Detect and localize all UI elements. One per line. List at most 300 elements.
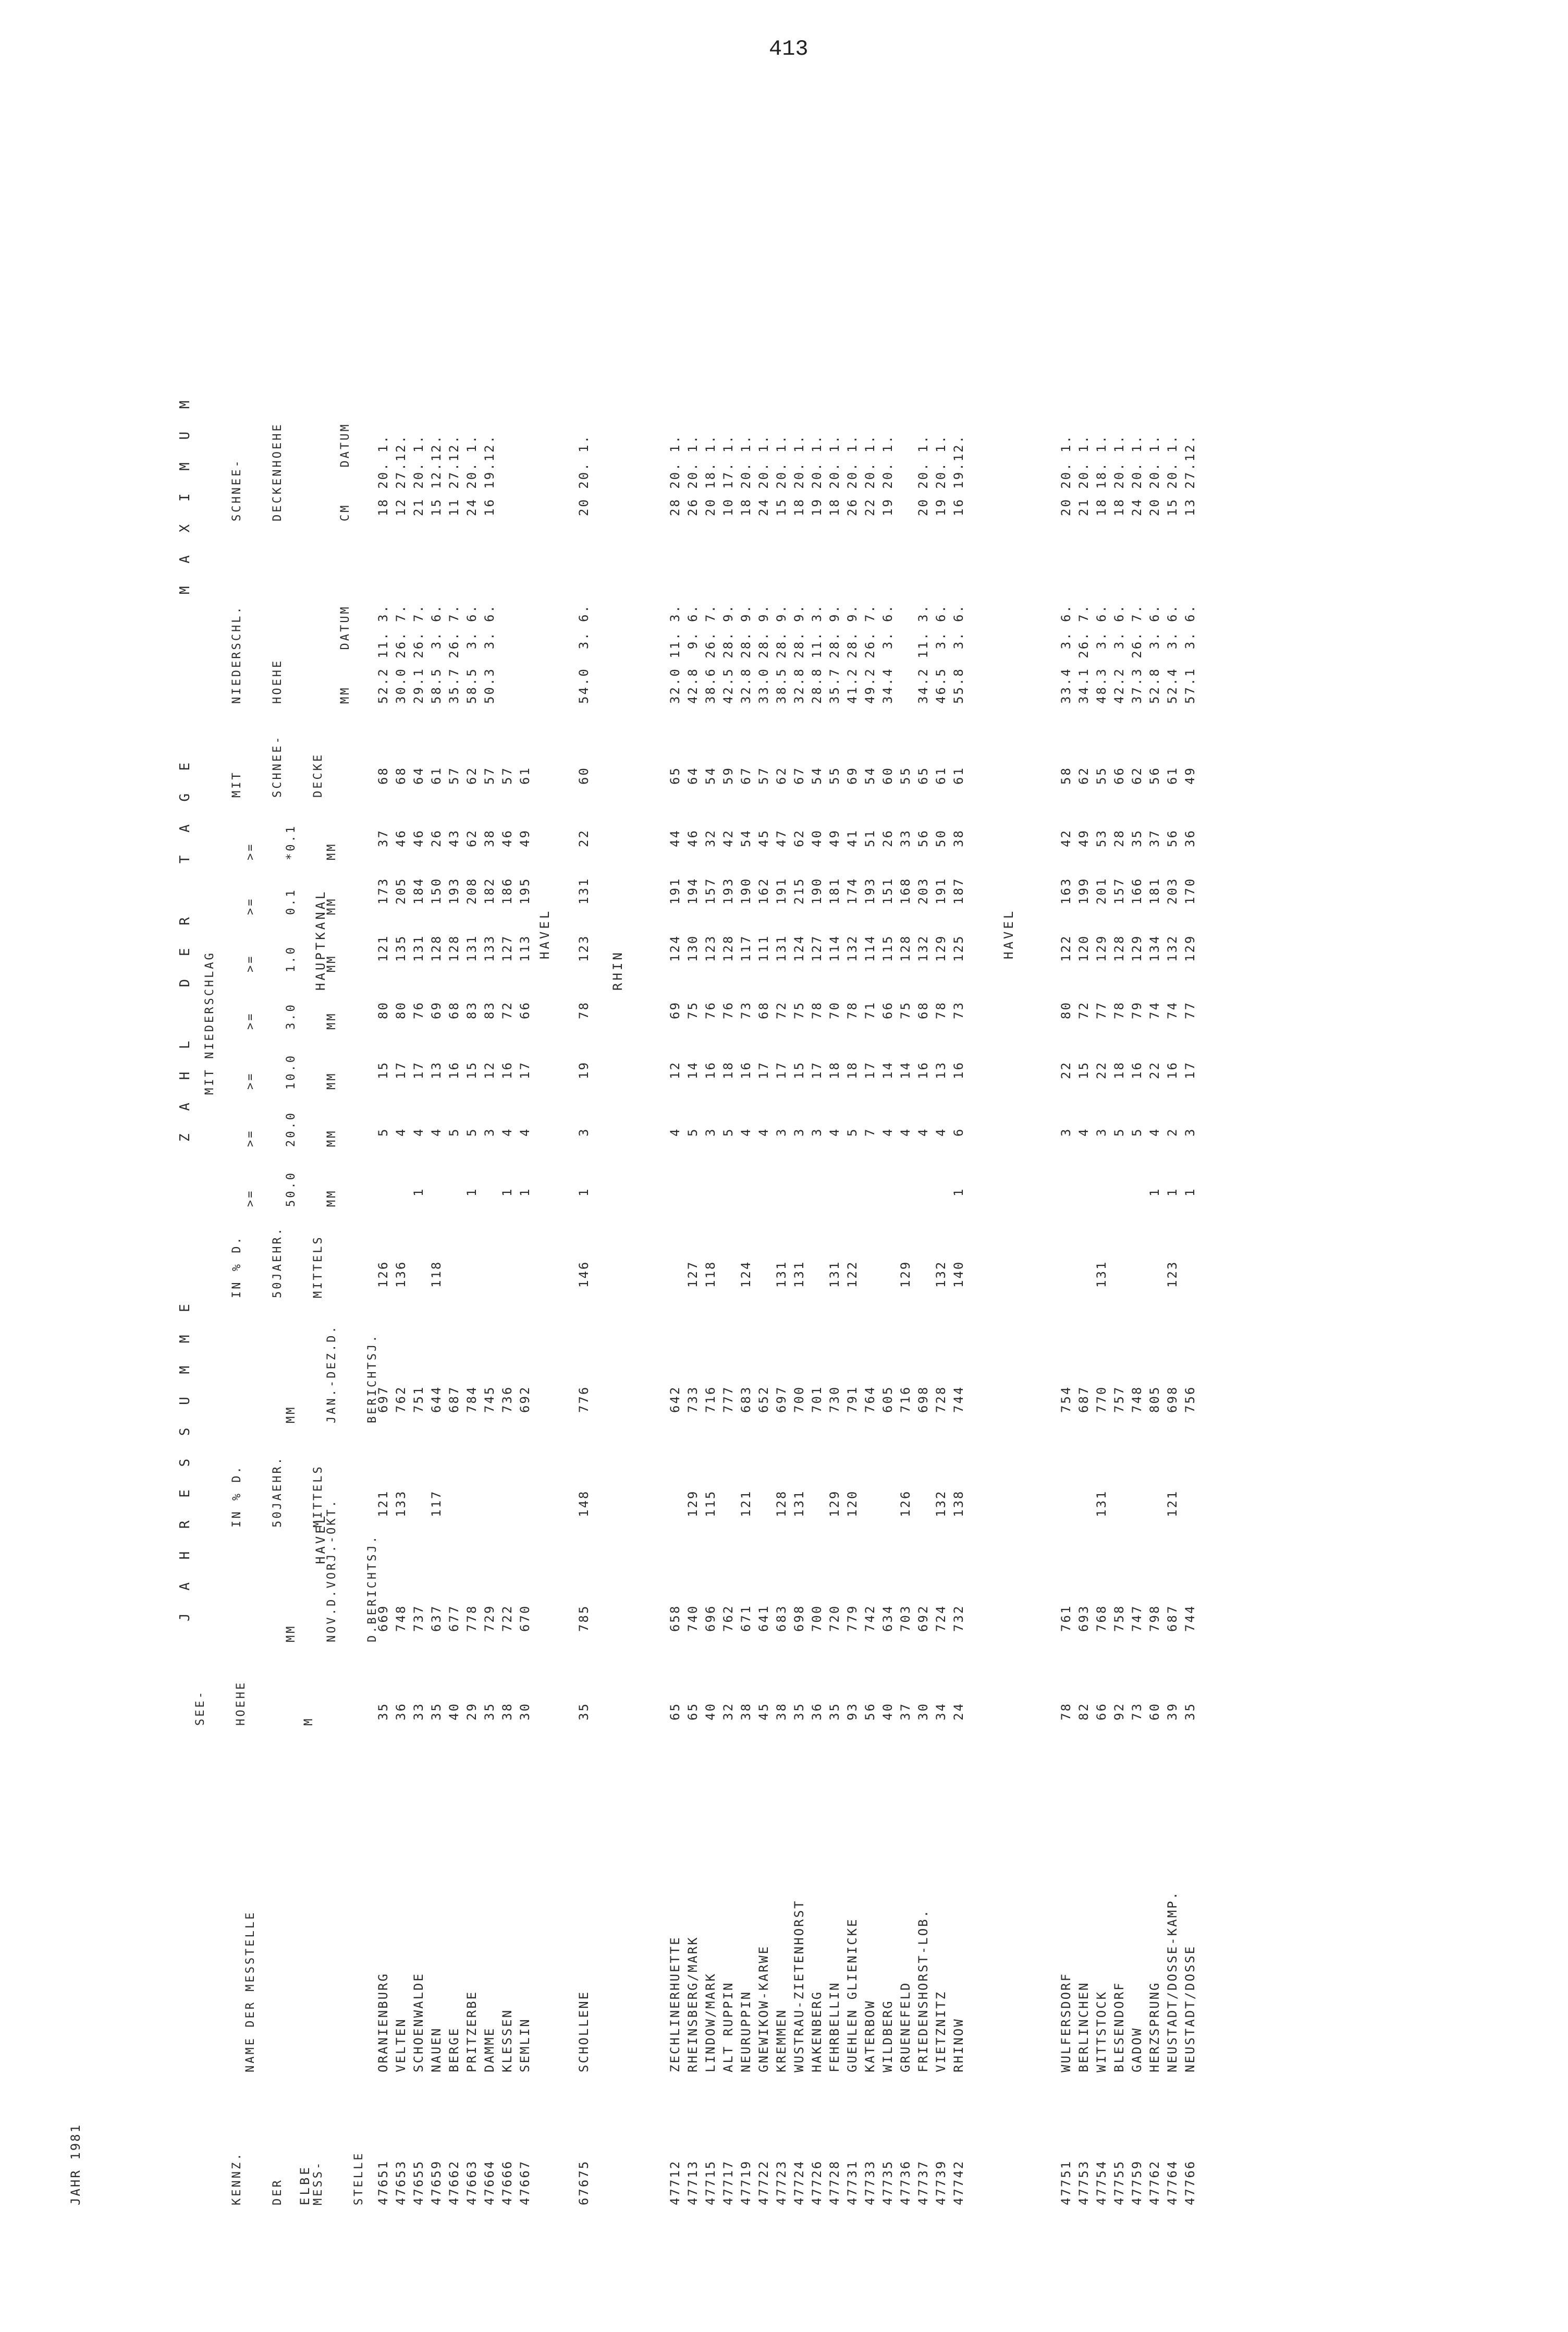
- cell-summe-vorjahr-pct: 126: [898, 1489, 913, 1517]
- cell-tage-01mm: 193: [863, 877, 877, 905]
- cell-see-hoehe: 35: [1183, 1702, 1197, 1720]
- cell-kennziffer: 47762: [1147, 2159, 1162, 2205]
- cell-tage-20mm: 5: [845, 1127, 860, 1137]
- cell-see-hoehe: 60: [1147, 1702, 1162, 1720]
- cell-tage-01mm: 194: [685, 877, 700, 905]
- cell-tage-3mm: 72: [1076, 1001, 1091, 1019]
- cell-tage-1mm: 132: [1165, 934, 1180, 962]
- cell-max-niederschlag: 29.1 26. 7.: [411, 604, 426, 704]
- cell-tage-1mm: 132: [916, 934, 930, 962]
- header-schneedeckenhoehe: [203, 422, 379, 521]
- cell-summe-berichtsjahr-mm: 644: [429, 1385, 444, 1413]
- cell-tage-20mm: 4: [880, 1127, 895, 1137]
- cell-tage-10mm: 18: [845, 1061, 860, 1079]
- header-line: 3.0: [285, 1003, 298, 1030]
- cell-max-schneedecke: 11 27.12.: [447, 434, 461, 516]
- cell-tage-3mm: 83: [464, 1001, 479, 1019]
- cell-tage-schneedecke: 61: [518, 766, 532, 785]
- cell-tage-20mm: 5: [685, 1127, 700, 1137]
- header-name: NAME DER MESSTELLE: [244, 1910, 257, 2072]
- cell-summe-berichtsjahr-mm: 652: [756, 1385, 771, 1413]
- cell-tage-10mm: 16: [703, 1061, 718, 1079]
- cell-tage-01mm: 184: [411, 877, 426, 905]
- cell-tage-01mm: 157: [703, 877, 718, 905]
- cell-tage-3mm: 66: [880, 1001, 895, 1019]
- cell-tage-star01mm: 43: [447, 829, 461, 847]
- cell-tage-star01mm: 37: [376, 829, 390, 847]
- cell-summe-berichtsjahr-mm: 784: [464, 1385, 479, 1413]
- cell-tage-01mm: 157: [1112, 877, 1126, 905]
- header-days-50: [217, 1171, 366, 1207]
- cell-tage-1mm: 128: [1112, 934, 1126, 962]
- cell-see-hoehe: 82: [1076, 1702, 1091, 1720]
- cell-tage-01mm: 193: [447, 877, 461, 905]
- header-line: MM: [325, 1011, 338, 1030]
- cell-tage-20mm: 4: [518, 1127, 532, 1137]
- cell-tage-20mm: 4: [394, 1127, 408, 1137]
- cell-tage-3mm: 69: [429, 1001, 444, 1019]
- cell-summe-berichtsjahr-mm: 697: [774, 1385, 789, 1413]
- cell-station-name: NAUEN: [429, 2026, 444, 2072]
- cell-tage-01mm: 187: [951, 877, 966, 905]
- cell-tage-schneedecke: 54: [810, 766, 824, 785]
- cell-tage-01mm: 208: [464, 877, 479, 905]
- cell-summe-vorjahr-mm: 720: [827, 1604, 842, 1632]
- cell-summe-berichtsjahr-mm: 805: [1147, 1385, 1162, 1413]
- cell-tage-star01mm: 32: [703, 829, 718, 847]
- header-line: >=: [244, 954, 257, 972]
- cell-see-hoehe: 35: [827, 1702, 842, 1720]
- cell-station-name: ZECHLINERHUETTE: [668, 1936, 682, 2072]
- cell-tage-1mm: 125: [951, 934, 966, 962]
- cell-summe-vorjahr-mm: 768: [1094, 1604, 1109, 1632]
- cell-max-schneedecke: 18 18. 1.: [1094, 434, 1109, 516]
- cell-max-schneedecke: 21 20. 1.: [411, 434, 426, 516]
- header-line: MIT: [230, 771, 243, 798]
- cell-summe-vorjahr-mm: 671: [739, 1604, 753, 1632]
- header-line: DECKE: [312, 752, 325, 798]
- cell-tage-01mm: 174: [845, 877, 860, 905]
- cell-tage-1mm: 114: [863, 934, 877, 962]
- cell-summe-vorjahr-pct: 115: [703, 1489, 718, 1517]
- cell-see-hoehe: 38: [739, 1702, 753, 1720]
- cell-tage-star01mm: 26: [429, 829, 444, 847]
- cell-tage-20mm: 5: [1112, 1127, 1126, 1137]
- cell-station-name: GADOW: [1130, 2026, 1144, 2072]
- section-label-havel: HAVEL: [1001, 908, 1016, 959]
- cell-tage-schneedecke: 61: [1165, 766, 1180, 785]
- cell-tage-star01mm: 51: [863, 829, 877, 847]
- header-line: 10.0: [285, 1054, 298, 1090]
- cell-tage-3mm: 70: [827, 1001, 842, 1019]
- cell-summe-vorjahr-mm: 737: [411, 1604, 426, 1632]
- cell-tage-star01mm: 45: [756, 829, 771, 847]
- header-line: IN % D.: [230, 1464, 243, 1528]
- cell-tage-50mm: 1: [411, 1187, 426, 1196]
- header-jahressumme: J A H R E S S U M M E: [177, 1297, 193, 1621]
- header-days-3: [217, 994, 366, 1030]
- cell-tage-01mm: 203: [916, 877, 930, 905]
- cell-tage-10mm: 17: [1183, 1061, 1197, 1079]
- cell-tage-50mm: 1: [951, 1187, 966, 1196]
- cell-kennziffer: 47713: [685, 2159, 700, 2205]
- cell-summe-berichtsjahr-mm: 762: [394, 1385, 408, 1413]
- cell-summe-berichtsjahr-mm: 757: [1112, 1385, 1126, 1413]
- cell-max-schneedecke: 18 20. 1.: [1112, 434, 1126, 516]
- table-row: [1076, 302, 1094, 2205]
- header-line: CM DATUM: [339, 422, 352, 521]
- cell-tage-20mm: 5: [464, 1127, 479, 1137]
- cell-summe-berichtsjahr-pct: 126: [376, 1260, 390, 1288]
- header-line: D.BERICHTSJ.: [366, 1534, 379, 1642]
- cell-summe-vorjahr-pct: 117: [429, 1489, 444, 1517]
- cell-tage-3mm: 79: [1130, 1001, 1144, 1019]
- cell-summe-berichtsjahr-mm: 776: [577, 1385, 591, 1413]
- cell-summe-berichtsjahr-mm: 791: [845, 1385, 860, 1413]
- cell-summe-berichtsjahr-mm: 700: [792, 1385, 806, 1413]
- cell-tage-10mm: 15: [792, 1061, 806, 1079]
- table-row: [898, 302, 915, 2205]
- cell-kennziffer: 47766: [1183, 2159, 1197, 2205]
- cell-tage-3mm: 78: [934, 1001, 948, 1019]
- table-row: [1094, 302, 1111, 2205]
- header-line: MM: [325, 1071, 338, 1090]
- cell-summe-vorjahr-mm: 693: [1076, 1604, 1091, 1632]
- header-line: MM: [325, 842, 338, 860]
- cell-tage-1mm: 135: [394, 934, 408, 962]
- table-row: [499, 302, 517, 2205]
- cell-summe-berichtsjahr-mm: 642: [668, 1385, 682, 1413]
- cell-tage-1mm: 129: [934, 934, 948, 962]
- cell-summe-vorjahr-mm: 761: [1059, 1604, 1073, 1632]
- cell-tage-star01mm: 42: [1059, 829, 1073, 847]
- cell-tage-schneedecke: 67: [739, 766, 753, 785]
- table-row: [720, 302, 738, 2205]
- year-label: JAHR 1981: [68, 2123, 83, 2205]
- cell-summe-berichtsjahr-pct: 146: [577, 1260, 591, 1288]
- cell-tage-20mm: 7: [863, 1127, 877, 1137]
- cell-summe-berichtsjahr-mm: 770: [1094, 1385, 1109, 1413]
- header-line: MM: [325, 1189, 338, 1207]
- cell-max-schneedecke: 15 20. 1.: [1165, 434, 1180, 516]
- cell-summe-vorjahr-mm: 687: [1165, 1604, 1180, 1632]
- cell-tage-10mm: 15: [464, 1061, 479, 1079]
- cell-summe-berichtsjahr-pct: 131: [774, 1260, 789, 1288]
- rotated-table: [68, 276, 1449, 2205]
- cell-max-schneedecke: 15 20. 1.: [774, 434, 789, 516]
- cell-summe-berichtsjahr-mm: 751: [411, 1385, 426, 1413]
- cell-kennziffer: 47754: [1094, 2159, 1109, 2205]
- cell-tage-10mm: 22: [1094, 1061, 1109, 1079]
- cell-max-schneedecke: 16 19.12.: [951, 434, 966, 516]
- cell-tage-10mm: 13: [934, 1061, 948, 1079]
- cell-tage-1mm: 115: [880, 934, 895, 962]
- cell-tage-star01mm: 56: [1165, 829, 1180, 847]
- cell-see-hoehe: 73: [1130, 1702, 1144, 1720]
- cell-tage-10mm: 17: [774, 1061, 789, 1079]
- cell-tage-3mm: 69: [668, 1001, 682, 1019]
- cell-tage-20mm: 3: [1059, 1127, 1073, 1137]
- cell-station-name: NEURUPPIN: [739, 1990, 753, 2072]
- cell-tage-1mm: 114: [827, 934, 842, 962]
- cell-tage-1mm: 113: [518, 934, 532, 962]
- cell-tage-10mm: 17: [756, 1061, 771, 1079]
- table-row: [1165, 302, 1182, 2205]
- cell-summe-berichtsjahr-mm: 748: [1130, 1385, 1144, 1413]
- cell-tage-01mm: 182: [482, 877, 497, 905]
- cell-kennziffer: 47736: [898, 2159, 913, 2205]
- cell-tage-schneedecke: 65: [916, 766, 930, 785]
- cell-max-niederschlag: 38.6 26. 7.: [703, 604, 718, 704]
- cell-tage-10mm: 17: [810, 1061, 824, 1079]
- cell-tage-50mm: 1: [577, 1187, 591, 1196]
- cell-station-name: VIETZNITZ: [934, 1990, 948, 2072]
- header-zahl-der-tage: Z A H L D E R T A G E: [177, 755, 193, 1142]
- cell-kennziffer: 47728: [827, 2159, 842, 2205]
- cell-station-name: BLESENDORF: [1112, 1981, 1126, 2072]
- cell-max-niederschlag: 52.8 3. 6.: [1147, 604, 1162, 704]
- cell-max-schneedecke: 19 20. 1.: [934, 434, 948, 516]
- cell-tage-3mm: 76: [721, 1001, 736, 1019]
- cell-tage-1mm: 132: [845, 934, 860, 962]
- header-days-10: [217, 1054, 366, 1090]
- cell-tage-01mm: 190: [810, 877, 824, 905]
- header-see-line: M: [302, 1716, 315, 1726]
- cell-summe-vorjahr-mm: 742: [863, 1604, 877, 1632]
- cell-summe-berichtsjahr-pct: 140: [951, 1260, 966, 1288]
- cell-tage-schneedecke: 62: [1076, 766, 1091, 785]
- cell-station-name: BERGE: [447, 2026, 461, 2072]
- cell-summe-vorjahr-pct: 129: [827, 1489, 842, 1517]
- cell-summe-berichtsjahr-mm: 764: [863, 1385, 877, 1413]
- cell-see-hoehe: 65: [685, 1702, 700, 1720]
- cell-station-name: GRUENEFELD: [898, 1981, 913, 2072]
- cell-tage-schneedecke: 65: [668, 766, 682, 785]
- cell-tage-20mm: 6: [951, 1127, 966, 1137]
- cell-tage-10mm: 16: [500, 1061, 514, 1079]
- cell-station-name: ORANIENBURG: [376, 1972, 390, 2072]
- cell-max-niederschlag: 32.8 28. 9.: [739, 604, 753, 704]
- cell-tage-schneedecke: 61: [429, 766, 444, 785]
- cell-see-hoehe: 45: [756, 1702, 771, 1720]
- cell-summe-vorjahr-pct: 129: [685, 1489, 700, 1517]
- cell-summe-berichtsjahr-mm: 745: [482, 1385, 497, 1413]
- cell-tage-1mm: 131: [774, 934, 789, 962]
- header-line: 20.0: [285, 1111, 298, 1147]
- cell-kennziffer: 47726: [810, 2159, 824, 2205]
- cell-station-name: LINDOW/MARK: [703, 1972, 718, 2072]
- cell-tage-3mm: 80: [1059, 1001, 1073, 1019]
- cell-tage-schneedecke: 58: [1059, 766, 1073, 785]
- cell-tage-star01mm: 46: [685, 829, 700, 847]
- cell-summe-berichtsjahr-mm: 730: [827, 1385, 842, 1413]
- cell-see-hoehe: 30: [518, 1702, 532, 1720]
- cell-see-hoehe: 40: [447, 1702, 461, 1720]
- cell-summe-berichtsjahr-pct: 127: [685, 1260, 700, 1288]
- cell-summe-vorjahr-mm: 698: [792, 1604, 806, 1632]
- cell-see-hoehe: 40: [880, 1702, 895, 1720]
- cell-tage-20mm: 2: [1165, 1127, 1180, 1137]
- table-row: [667, 302, 685, 2205]
- cell-summe-vorjahr-mm: 729: [482, 1604, 497, 1632]
- cell-summe-vorjahr-mm: 670: [518, 1604, 532, 1632]
- cell-tage-10mm: 14: [898, 1061, 913, 1079]
- cell-kennziffer: 47667: [518, 2159, 532, 2205]
- cell-tage-10mm: 12: [668, 1061, 682, 1079]
- cell-tage-01mm: 173: [376, 877, 390, 905]
- cell-tage-20mm: 4: [1147, 1127, 1162, 1137]
- cell-tage-1mm: 128: [429, 934, 444, 962]
- cell-station-name: FRIEDENSHORST-LOB.: [916, 1908, 930, 2072]
- cell-see-hoehe: 24: [951, 1702, 966, 1720]
- table-row: [576, 302, 594, 2205]
- cell-summe-berichtsjahr-pct: 131: [792, 1260, 806, 1288]
- header-line: >=: [244, 897, 257, 915]
- cell-summe-vorjahr-mm: 669: [376, 1604, 390, 1632]
- table-row: [809, 302, 827, 2205]
- cell-see-hoehe: 35: [376, 1702, 390, 1720]
- cell-tage-3mm: 80: [394, 1001, 408, 1019]
- cell-tage-star01mm: 40: [810, 829, 824, 847]
- cell-station-name: RHEINSBERG/MARK: [685, 1936, 700, 2072]
- cell-station-name: GUEHLEN GLIENICKE: [845, 1918, 860, 2072]
- cell-summe-berichtsjahr-pct: 131: [827, 1260, 842, 1288]
- cell-station-name: PRITZERBE: [464, 1990, 479, 2072]
- cell-tage-schneedecke: 54: [863, 766, 877, 785]
- cell-summe-berichtsjahr-mm: 736: [500, 1385, 514, 1413]
- cell-kennziffer: 47719: [739, 2159, 753, 2205]
- cell-tage-20mm: 5: [721, 1127, 736, 1137]
- cell-max-schneedecke: 19 20. 1.: [810, 434, 824, 516]
- cell-tage-star01mm: 38: [951, 829, 966, 847]
- cell-tage-10mm: 17: [518, 1061, 532, 1079]
- header-line: MM: [285, 1405, 298, 1423]
- cell-tage-10mm: 16: [1165, 1061, 1180, 1079]
- cell-max-schneedecke: 20 18. 1.: [703, 434, 718, 516]
- header-line: SCHNEE-: [230, 458, 243, 521]
- cell-tage-star01mm: 54: [739, 829, 753, 847]
- header-line: 50JAEHR.: [271, 1456, 284, 1528]
- cell-tage-schneedecke: 60: [577, 766, 591, 785]
- cell-tage-01mm: 151: [880, 877, 895, 905]
- cell-kennziffer: 47655: [411, 2159, 426, 2205]
- cell-tage-1mm: 131: [411, 934, 426, 962]
- cell-summe-berichtsjahr-mm: 716: [898, 1385, 913, 1413]
- cell-kennziffer: 47651: [376, 2159, 390, 2205]
- header-line: MM: [325, 897, 338, 915]
- cell-tage-20mm: 3: [774, 1127, 789, 1137]
- cell-max-schneedecke: 18 20. 1.: [792, 434, 806, 516]
- cell-summe-vorjahr-mm: 696: [703, 1604, 718, 1632]
- cell-station-name: GNEWIKOW-KARWE: [756, 1945, 771, 2072]
- header-line: MM: [325, 1129, 338, 1147]
- table-row: [446, 302, 464, 2205]
- header-line: MITTELS: [312, 1235, 325, 1298]
- cell-summe-berichtsjahr-mm: 692: [518, 1385, 532, 1413]
- section-label-rhin: RHIN: [610, 950, 625, 991]
- cell-tage-star01mm: 50: [934, 829, 948, 847]
- cell-tage-schneedecke: 62: [774, 766, 789, 785]
- cell-station-name: ALT RUPPIN: [721, 1981, 736, 2072]
- cell-summe-berichtsjahr-mm: 697: [376, 1385, 390, 1413]
- cell-see-hoehe: 33: [411, 1702, 426, 1720]
- cell-tage-schneedecke: 59: [721, 766, 736, 785]
- table-row: [428, 302, 446, 2205]
- header-line: HOEHE: [271, 658, 284, 704]
- cell-kennziffer: 47712: [668, 2159, 682, 2205]
- cell-max-schneedecke: 16 19.12.: [482, 434, 497, 516]
- cell-tage-schneedecke: 68: [376, 766, 390, 785]
- header-kenn-line: MESS-: [312, 2160, 325, 2205]
- cell-station-name: VELTEN: [394, 2018, 408, 2072]
- cell-summe-vorjahr-pct: 133: [394, 1489, 408, 1517]
- cell-max-schneedecke: 20 20. 1.: [577, 434, 591, 516]
- cell-max-schneedecke: 20 20. 1.: [916, 434, 930, 516]
- cell-summe-berichtsjahr-mm: 744: [951, 1385, 966, 1413]
- cell-tage-star01mm: 49: [827, 829, 842, 847]
- table-row: [827, 302, 844, 2205]
- cell-max-niederschlag: 33.4 3. 6.: [1059, 604, 1073, 704]
- table-row: [791, 302, 809, 2205]
- cell-tage-3mm: 74: [1147, 1001, 1162, 1019]
- cell-max-schneedecke: 19 20. 1.: [880, 434, 895, 516]
- cell-tage-01mm: 201: [1094, 877, 1109, 905]
- table-row: [880, 302, 898, 2205]
- cell-kennziffer: 47663: [464, 2159, 479, 2205]
- section-label-elbe: ELBE: [298, 2165, 312, 2205]
- cell-tage-50mm: 1: [1147, 1187, 1162, 1196]
- cell-tage-3mm: 68: [916, 1001, 930, 1019]
- cell-tage-1mm: 129: [1094, 934, 1109, 962]
- cell-max-schneedecke: 24 20. 1.: [756, 434, 771, 516]
- cell-tage-schneedecke: 64: [685, 766, 700, 785]
- cell-summe-berichtsjahr-mm: 754: [1059, 1385, 1073, 1413]
- cell-tage-01mm: 191: [774, 877, 789, 905]
- cell-tage-schneedecke: 60: [880, 766, 895, 785]
- cell-tage-10mm: 16: [739, 1061, 753, 1079]
- cell-tage-star01mm: 28: [1112, 829, 1126, 847]
- cell-tage-01mm: 163: [1059, 877, 1073, 905]
- cell-max-schneedecke: 10 17. 1.: [721, 434, 736, 516]
- cell-summe-vorjahr-pct: 131: [792, 1489, 806, 1517]
- cell-tage-3mm: 71: [863, 1001, 877, 1019]
- cell-tage-20mm: 3: [703, 1127, 718, 1137]
- cell-summe-berichtsjahr-mm: 777: [721, 1385, 736, 1413]
- cell-summe-vorjahr-mm: 740: [685, 1604, 700, 1632]
- cell-see-hoehe: 35: [577, 1702, 591, 1720]
- cell-kennziffer: 47666: [500, 2159, 514, 2205]
- cell-tage-schneedecke: 66: [1112, 766, 1126, 785]
- cell-station-name: HAKENBERG: [810, 1990, 824, 2072]
- cell-tage-3mm: 73: [739, 1001, 753, 1019]
- header-mit-niederschlag: MIT NIEDERSCHLAG: [203, 951, 216, 1095]
- cell-tage-schneedecke: 68: [394, 766, 408, 785]
- header-days-star: [217, 824, 366, 860]
- cell-tage-10mm: 16: [447, 1061, 461, 1079]
- cell-tage-20mm: 4: [756, 1127, 771, 1137]
- cell-max-niederschlag: 54.0 3. 6.: [577, 604, 591, 704]
- cell-summe-vorjahr-mm: 758: [1112, 1604, 1126, 1632]
- cell-summe-vorjahr-mm: 785: [577, 1604, 591, 1632]
- cell-see-hoehe: 40: [703, 1702, 718, 1720]
- cell-tage-10mm: 14: [685, 1061, 700, 1079]
- cell-tage-1mm: 122: [1059, 934, 1073, 962]
- cell-summe-vorjahr-mm: 744: [1183, 1604, 1197, 1632]
- cell-see-hoehe: 32: [721, 1702, 736, 1720]
- cell-tage-10mm: 17: [411, 1061, 426, 1079]
- cell-tage-01mm: 191: [668, 877, 682, 905]
- cell-tage-3mm: 78: [577, 1001, 591, 1019]
